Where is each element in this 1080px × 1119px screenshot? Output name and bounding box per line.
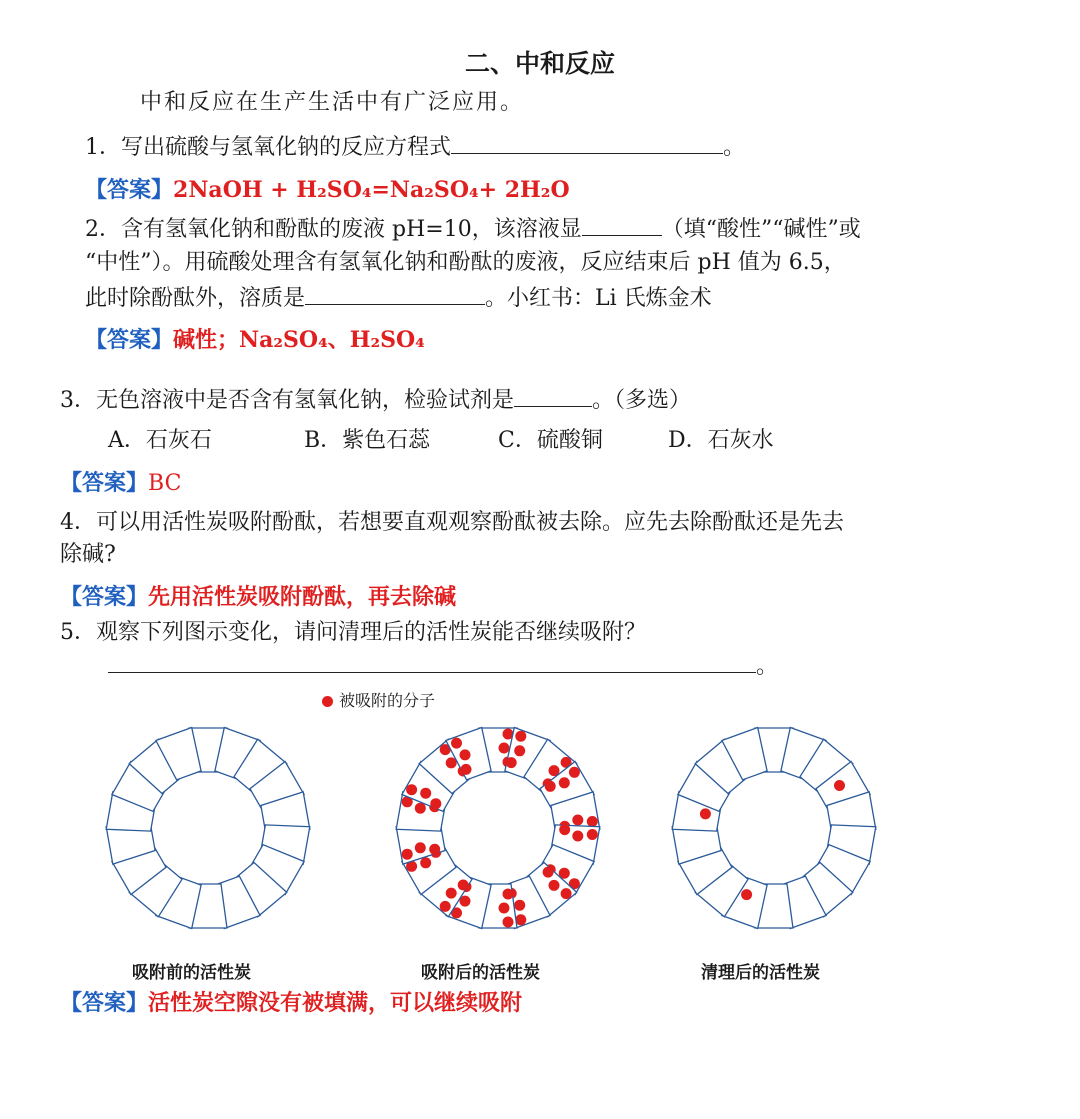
- adsorbed-molecule-dot: [420, 857, 431, 868]
- adsorbed-molecule-dot: [429, 844, 440, 855]
- answer-1-value: 2NaOH + H₂SO₄=Na₂SO₄+ 2H₂O: [173, 177, 570, 203]
- answer-4-value: 先用活性炭吸附酚酞，再去除碱: [148, 585, 457, 610]
- question-1-end: 。: [723, 135, 746, 160]
- adsorbed-molecule-dot: [503, 889, 514, 900]
- answer-tag: 【答案】: [60, 471, 149, 496]
- caption-before: 吸附前的活性炭: [132, 963, 251, 983]
- adsorbed-molecule-dot: [420, 788, 431, 799]
- question-2-text-b: （填“酸性”“碱性”或: [661, 217, 861, 242]
- answer-blank: [451, 131, 723, 154]
- answer-tag: 【答案】: [60, 585, 149, 610]
- adsorbed-molecule-dot: [515, 731, 526, 742]
- adsorbed-molecule-dot: [406, 784, 417, 795]
- adsorbed-molecule-dot: [499, 903, 510, 914]
- answer-1: [85, 173, 570, 204]
- question-2-line-3: [85, 282, 712, 314]
- answer-tag: 【答案】: [85, 328, 174, 353]
- adsorbed-molecule-dot: [461, 764, 472, 775]
- answer-3-value: BC: [148, 471, 182, 496]
- adsorbed-molecule-dot: [415, 842, 426, 853]
- option-a: A．石灰石: [108, 428, 212, 453]
- adsorbed-molecule-dot: [430, 798, 441, 809]
- option-b: B．紫色石蕊: [304, 428, 431, 453]
- intro-text: 中和反应在生产生活中有广泛应用。: [140, 90, 525, 115]
- adsorbed-molecule-dot: [741, 889, 752, 900]
- question-2-text-d: 。小红书：Li 氏炼金术: [485, 286, 712, 311]
- answer-4: [60, 580, 456, 611]
- adsorbed-molecule-dot: [545, 781, 556, 792]
- question-4-line-1: 4．可以用活性炭吸附酚酞，若想要直观观察酚酞被去除。应先去除酚酞还是先去: [60, 510, 844, 535]
- adsorbed-molecule-dot: [587, 816, 598, 827]
- answer-blank: [514, 384, 592, 407]
- adsorbed-molecule-dot: [446, 888, 457, 899]
- question-5-end: 。: [756, 654, 779, 679]
- caption-after: 吸附后的活性炭: [421, 963, 540, 983]
- answer-blank: [108, 650, 756, 673]
- adsorbed-molecule-dot: [503, 917, 514, 928]
- option-d: D．石灰水: [668, 428, 774, 453]
- answer-blank: [582, 213, 662, 236]
- adsorbed-molecule-dot: [587, 829, 598, 840]
- answer-tag: 【答案】: [60, 991, 149, 1016]
- adsorbed-molecule-dot: [543, 867, 554, 878]
- adsorbed-molecule-dot: [834, 780, 845, 791]
- activated-carbon-cleaned-diagram: [668, 722, 880, 934]
- molecule-dot-icon: [322, 696, 333, 707]
- question-2-text-c: 此时除酚酞外，溶质是: [85, 286, 306, 311]
- question-3-text: 3．无色溶液中是否含有氢氧化钠，检验试剂是: [60, 388, 514, 413]
- answer-tag: 【答案】: [85, 178, 174, 203]
- question-5-blank-line: [108, 650, 778, 682]
- question-5: 5．观察下列图示变化，请问清理后的活性炭能否继续吸附？: [60, 620, 646, 645]
- question-1-text: 1．写出硫酸与氢氧化钠的反应方程式: [85, 135, 451, 160]
- adsorbed-molecule-dot: [572, 831, 583, 842]
- figure-legend: [322, 688, 435, 711]
- question-2-line-1: [85, 213, 861, 245]
- question-3-end: 。（多选）: [592, 388, 692, 413]
- section-title: 二、中和反应: [464, 49, 615, 78]
- activated-carbon-after-diagram: [392, 722, 604, 934]
- answer-5-value: 活性炭空隙没有被填满，可以继续吸附: [148, 991, 523, 1016]
- answer-blank: [305, 282, 485, 305]
- activated-carbon-before-diagram: [102, 722, 314, 934]
- adsorbed-molecule-dot: [460, 749, 471, 760]
- question-2-text-a: 2．含有氢氧化钠和酚酞的废液 pH=10，该溶液显: [85, 217, 582, 242]
- adsorbed-molecule-dot: [561, 888, 572, 899]
- question-4-line-2: 除碱?: [60, 542, 116, 567]
- adsorbed-molecule-dot: [451, 738, 462, 749]
- adsorbed-molecule-dot: [569, 767, 580, 778]
- caption-cleaned: 清理后的活性炭: [701, 963, 820, 983]
- figure-legend-text: 被吸附的分子: [339, 691, 436, 710]
- answer-5: [60, 986, 522, 1017]
- adsorbed-molecule-dot: [514, 745, 525, 756]
- answer-2: [85, 323, 425, 354]
- answer-2-value: 碱性；Na₂SO₄、H₂SO₄: [173, 327, 425, 353]
- adsorbed-molecule-dot: [458, 880, 469, 891]
- adsorbed-molecule-dot: [506, 757, 517, 768]
- adsorbed-molecule-dot: [440, 901, 451, 912]
- question-1: [85, 131, 745, 163]
- adsorbed-molecule-dot: [559, 777, 570, 788]
- adsorbed-molecule-dot: [700, 808, 711, 819]
- adsorbed-molecule-dot: [402, 849, 413, 860]
- adsorbed-molecule-dot: [514, 900, 525, 911]
- adsorbed-molecule-dot: [415, 803, 426, 814]
- question-2-line-2: “中性”）。用硫酸处理含有氢氧化钠和酚酞的废液，反应结束后 pH 值为 6.5，: [85, 250, 846, 275]
- adsorbed-molecule-dot: [559, 824, 570, 835]
- option-c: C．硫酸铜: [498, 428, 603, 453]
- answer-3: [60, 466, 181, 497]
- adsorbed-molecule-dot: [549, 880, 560, 891]
- adsorbed-molecule-dot: [572, 815, 583, 826]
- adsorbed-molecule-dot: [499, 743, 510, 754]
- question-3: [60, 384, 691, 416]
